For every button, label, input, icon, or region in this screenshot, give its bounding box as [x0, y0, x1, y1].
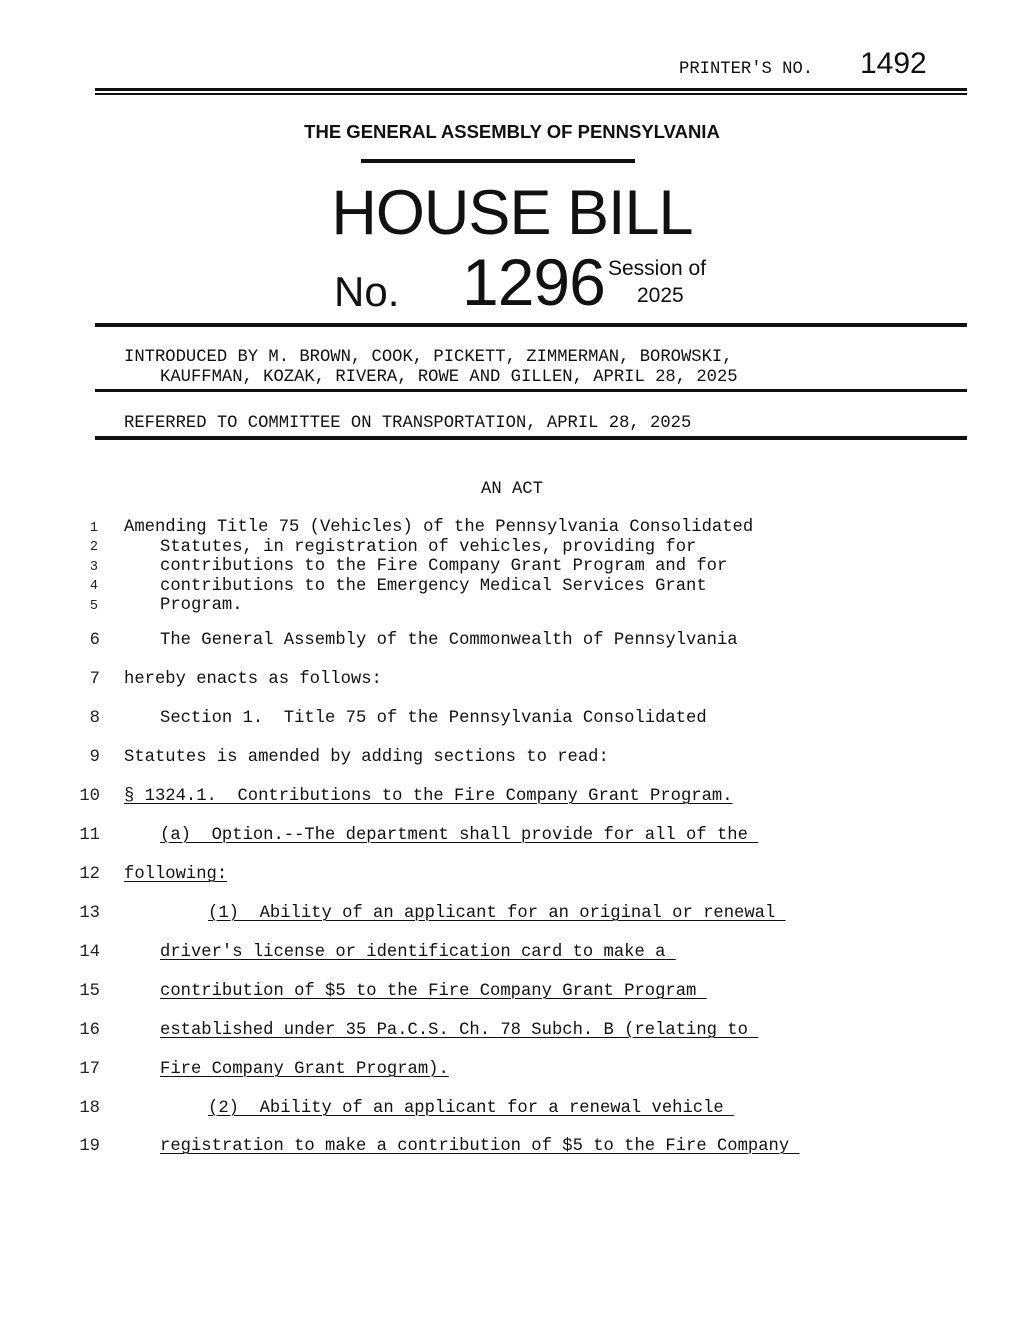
bill-no-label: No.: [334, 268, 400, 315]
body-line: registration to make a contribution of $5 to the Fire Company: [160, 1137, 800, 1156]
printers-number-label: PRINTER'S NO.: [679, 60, 814, 79]
line-number: 18: [79, 1099, 100, 1118]
title-line: contributions to the Emergency Medical Services Grant: [160, 577, 707, 596]
title-line: Amending Title 75 (Vehicles) of the Pennsylvania Consolidated: [124, 518, 754, 537]
line-number: 4: [89, 579, 98, 594]
printers-number: 1492: [860, 47, 927, 80]
line-number: 10: [79, 787, 100, 806]
line-number: 16: [79, 1021, 100, 1040]
bill-number: 1296: [462, 245, 605, 319]
introduced-line-2: KAUFFMAN, KOZAK, RIVERA, ROWE AND GILLEN, APRIL 28, 2025: [160, 368, 738, 387]
body-line: (1) Ability of an applicant for an original or renewal: [208, 904, 786, 923]
referred-line: REFERRED TO COMMITTEE ON TRANSPORTATION, APRIL 28, 2025: [124, 414, 692, 433]
body-line: The General Assembly of the Commonwealth of Pennsylvania: [160, 631, 738, 650]
section-heading-line: § 1324.1. Contributions to the Fire Company Grant Program.: [124, 787, 733, 806]
bill-type-title: HOUSE BILL: [331, 178, 693, 248]
session-label: Session of: [608, 257, 707, 280]
body-line: (2) Ability of an applicant for a renewal vehicle: [208, 1099, 735, 1118]
divider-rule: [95, 323, 967, 327]
line-number: 17: [79, 1060, 100, 1079]
introduced-line-1: INTRODUCED BY M. BROWN, COOK, PICKETT, ZIMMERMAN, BOROWSKI,: [124, 348, 733, 367]
body-line: Section 1. Title 75 of the Pennsylvania Consolidated: [160, 709, 707, 728]
divider-rule: [95, 389, 967, 392]
line-number: 11: [79, 826, 100, 845]
title-line: Program.: [160, 596, 243, 615]
body-line: established under 35 Pa.C.S. Ch. 78 Subch. B (relating to: [160, 1021, 759, 1040]
body-line: following:: [124, 865, 228, 884]
assembly-title: THE GENERAL ASSEMBLY OF PENNSYLVANIA: [304, 121, 720, 142]
line-number: 5: [89, 599, 98, 614]
line-number: 7: [89, 670, 100, 689]
title-line: Statutes, in registration of vehicles, providing for: [160, 538, 697, 557]
line-number: 1: [89, 521, 98, 536]
body-line: Statutes is amended by adding sections to read:: [124, 748, 609, 767]
act-heading: AN ACT: [481, 480, 543, 499]
title-line: contributions to the Fire Company Grant Program and for: [160, 557, 728, 576]
line-number: 14: [79, 943, 100, 962]
divider-rule: [95, 436, 967, 440]
line-number: 13: [79, 904, 100, 923]
header-double-rule-top: [95, 88, 967, 91]
line-number: 15: [79, 982, 100, 1001]
body-line: (a) Option.--The department shall provide for all of the: [160, 826, 759, 845]
line-number: 12: [79, 865, 100, 884]
assembly-underline: [361, 159, 635, 163]
body-line: contribution of $5 to the Fire Company Grant Program: [160, 982, 707, 1001]
body-line: driver's license or identification card to make a: [160, 943, 676, 962]
line-number: 9: [89, 748, 100, 767]
header-double-rule-bottom: [95, 93, 967, 95]
line-number: 8: [89, 709, 100, 728]
line-number: 3: [89, 560, 98, 575]
session-year: 2025: [637, 284, 684, 307]
body-line: Fire Company Grant Program).: [160, 1060, 449, 1079]
line-number: 6: [89, 631, 100, 650]
body-line: hereby enacts as follows:: [124, 670, 382, 689]
line-number: 19: [79, 1137, 100, 1156]
line-number: 2: [89, 540, 98, 555]
